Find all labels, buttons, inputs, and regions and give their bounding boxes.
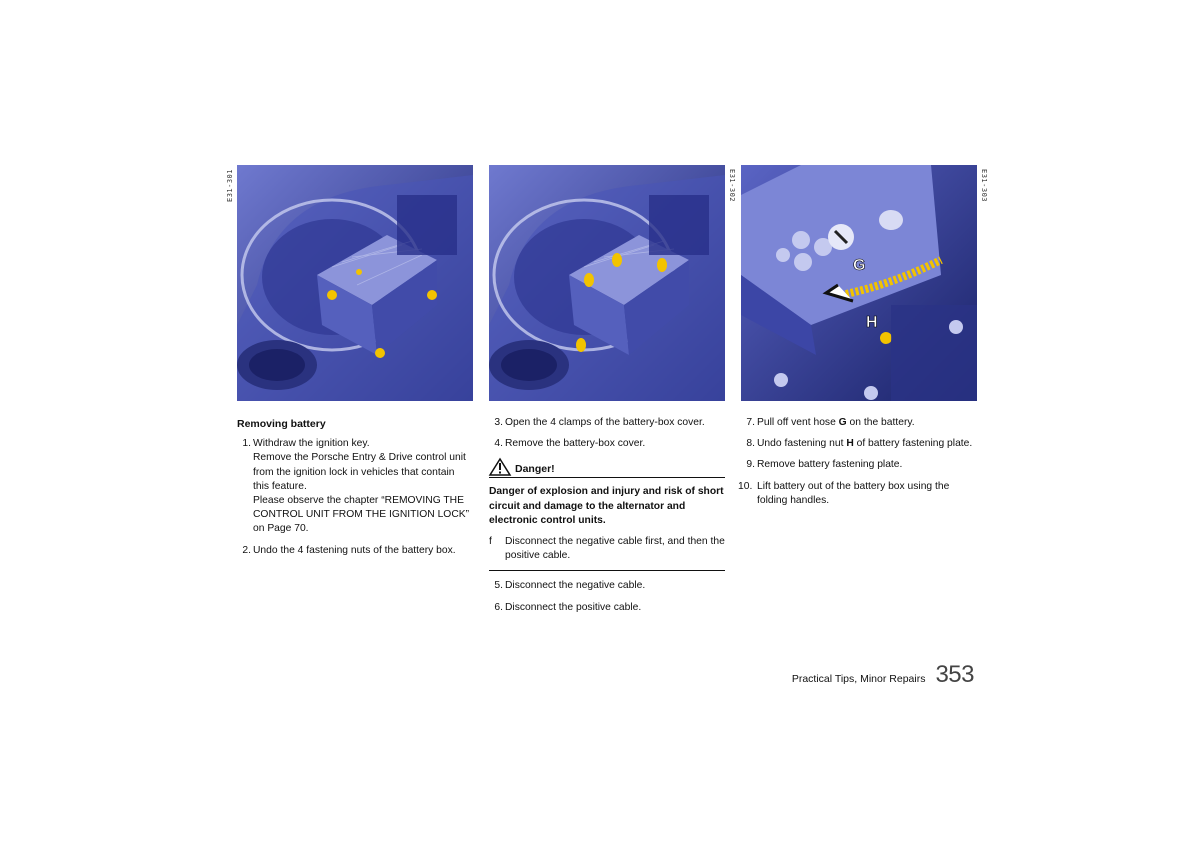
- page-number: 353: [935, 661, 974, 688]
- step-number: 8.: [746, 438, 755, 450]
- step-item: [489, 601, 725, 615]
- step-number: 1.: [242, 438, 251, 450]
- step-text: Remove the battery-box cover.: [505, 438, 646, 450]
- steps-list: [489, 579, 725, 614]
- step-item: [489, 416, 725, 430]
- figure-code: E31-302: [728, 169, 736, 203]
- step-text: Remove the Porsche Entry & Drive control unit from the ignition lock in vehicles that contain this feature.: [253, 452, 466, 492]
- svg-text:G: G: [853, 257, 866, 274]
- step-text: Disconnect the positive cable.: [505, 601, 642, 613]
- step-text: Undo fastening nut: [757, 438, 847, 450]
- step-item: [237, 437, 473, 536]
- figure-battery-vent-hose: [741, 165, 988, 401]
- step-text: Pull off vent hose: [757, 417, 839, 428]
- step-text: Disconnect the negative cable.: [505, 580, 646, 592]
- step-text: Undo the 4 fastening nuts of the battery box.: [253, 544, 456, 556]
- step-number: 4.: [494, 438, 503, 450]
- figure-battery-box-nuts: [226, 165, 473, 401]
- step-item: [738, 480, 977, 508]
- column-lift-battery: [738, 414, 977, 515]
- figure-battery-box-clamps: [489, 165, 736, 401]
- step-number: 10.: [738, 480, 753, 492]
- step-text: Open the 4 clamps of the battery-box cover.: [505, 417, 705, 428]
- step-item: [489, 579, 725, 593]
- step-text: Remove battery fastening plate.: [757, 459, 903, 471]
- step-text: Please observe the chapter “REMOVING THE CONTROL UNIT FROM THE IGNITION LOCK” on Page 70.: [253, 495, 470, 535]
- svg-text:H: H: [866, 314, 878, 331]
- step-number: 6.: [494, 601, 503, 613]
- component-label: G: [838, 417, 847, 428]
- bullet-text: Disconnect the negative cable first, and then the positive cable.: [505, 536, 725, 562]
- step-text: Lift battery out of the battery box using the folding handles.: [757, 480, 950, 506]
- danger-label: Danger!: [515, 463, 555, 476]
- step-item: [741, 458, 977, 472]
- step-item: [741, 416, 977, 430]
- danger-text: Danger of explosion and injury and risk of short circuit and damage to the alternator and electronic control units.: [489, 486, 724, 526]
- step-number: 3.: [494, 417, 503, 428]
- figure-code: E31-303: [980, 169, 988, 203]
- step-text: of battery fastening plate.: [853, 438, 973, 450]
- step-item: [237, 544, 473, 558]
- steps-list: [738, 416, 977, 508]
- step-number: 5.: [494, 580, 503, 592]
- bullet-mark: f: [489, 536, 492, 548]
- steps-list: [237, 437, 473, 558]
- danger-bullet: [489, 535, 725, 563]
- component-label: H: [846, 438, 854, 450]
- warning-triangle-icon: [489, 458, 511, 476]
- section-title: Practical Tips, Minor Repairs: [791, 673, 926, 685]
- page-footer: [792, 661, 974, 689]
- danger-header: [489, 458, 725, 478]
- step-number: 9.: [746, 459, 755, 471]
- steps-list: [489, 416, 725, 451]
- column-removing-battery: [237, 414, 473, 565]
- figure-code: E31-301: [226, 169, 234, 203]
- step-text: Withdraw the ignition key.: [253, 438, 370, 450]
- section-heading: Removing battery: [237, 418, 326, 430]
- step-number: 7.: [746, 417, 755, 428]
- step-number: 2.: [242, 544, 251, 556]
- step-item: [489, 437, 725, 451]
- column-cover-and-cables: [489, 414, 725, 622]
- divider: [489, 570, 725, 571]
- step-text: on the battery.: [846, 417, 915, 428]
- step-item: [741, 437, 977, 451]
